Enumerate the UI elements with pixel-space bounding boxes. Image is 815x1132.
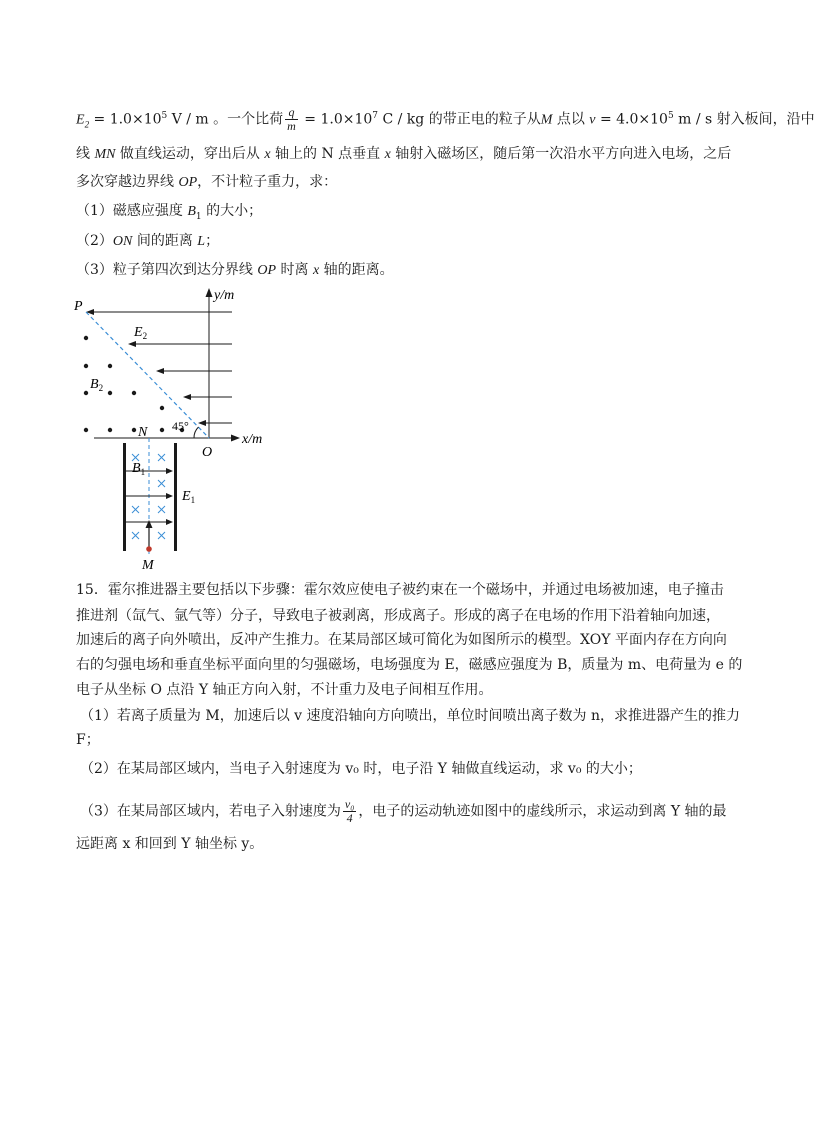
p15-question-2: （2）在某局部区域内，当电子入射速度为 v₀ 时，电子沿 Y 轴做直线运动，求 v₀ 的大小； (80, 761, 642, 777)
p14-question-3: （3）粒子第四次到达分界线 OP 时离 x 轴的距离。 (76, 262, 394, 278)
x-axis-arrow-icon (231, 435, 240, 442)
p15-question-3-line-2: 远距离 x 和回到 Y 轴坐标 y。 (76, 836, 264, 852)
symbol-e2: E (76, 112, 85, 128)
left-plate (123, 443, 126, 551)
label-b1: $B_1$ (132, 461, 146, 477)
p15-line-1: 15．霍尔推进器主要包括以下步骤：霍尔效应使电子被约束在一个磁场中，并通过电场被加速，电子撞击 (76, 582, 724, 598)
label-y-axis: y/m (214, 288, 235, 303)
label-n: N (138, 425, 148, 440)
field-diagram (72, 286, 292, 576)
p14-question-1: （1）磁感应强度 $B_1$ 的大小； (76, 203, 263, 222)
velocity-arrow-icon (146, 520, 153, 528)
label-x-axis: x/m (242, 432, 263, 447)
p15-question-3-line-1: （3）在某局部区域内，若电子入射速度为 $\frac{\text{v₀}}{4}$ ，电子的运动轨迹如图中的虚线所示，求运动到离 Y 轴的最 (80, 797, 727, 825)
right-plate (174, 443, 177, 551)
particle-dot (146, 546, 152, 552)
p14-line-1: $E_2 = 1.0\times 10^5$ V / m 。一个比荷 $\frac{q}{m}$ = $1.0\times 10^7$ C / kg 的带正电的粒子从M 点以 $v = 4.0\times 10^5$ m / s 射入板间，沿中 (76, 105, 815, 134)
label-m: M (142, 558, 154, 573)
angle-arc (194, 427, 199, 438)
charge-mass-fraction: $\frac{q}{m}$ (287, 105, 296, 134)
p14-line-2: 线 MN 做直线运动，穿出后从 x 轴上的 N 点垂直 x 轴射入磁场区，随后第一次沿水平方向进入电场，之后 (76, 146, 732, 162)
y-axis-arrow-icon (206, 288, 213, 297)
p15-line-3: 加速后的离子向外喷出，反冲产生推力。在某局部区域可简化为如图所示的模型。XOY 平面内存在方向向 (76, 632, 727, 648)
label-o: O (202, 445, 213, 460)
p15-question-1-line-2: F； (76, 732, 100, 748)
p14-question-2: （2）ON 间的距离 L； (76, 233, 220, 249)
p15-line-4: 右的匀强电场和垂直坐标平面向里的匀强磁场，电场强度为 E，磁感应强度为 B，质量为 m、电荷量为 e 的 (76, 657, 743, 673)
boundary-op (86, 312, 209, 438)
p15-question-1-line-1: （1）若离子质量为 M，加速后以 v 速度沿轴向方向喷出，单位时间喷出离子数为 n，求推进器产生的推力 (80, 708, 740, 724)
e2-field-lines (86, 309, 232, 426)
p14-line-3: 多次穿越边界线 OP，不计粒子重力，求： (76, 174, 338, 190)
v0-over-4-fraction: $\frac{\text{v₀}}{4}$ (344, 797, 355, 825)
p15-line-2: 推进剂（氙气、氩气等）分子，导致电子被剥离，形成离子。形成的离子在电场的作用下沿着轴向加速， (76, 608, 720, 624)
label-e2: $E_2$ (134, 325, 148, 341)
label-e1: $E_1$ (182, 489, 196, 505)
label-p: P (74, 299, 83, 314)
label-angle: 45° (172, 419, 189, 433)
p15-line-5: 电子从坐标 O 点沿 Y 轴正方向入射，不计重力及电子间相互作用。 (76, 682, 493, 698)
label-b2: $B_2$ (90, 377, 104, 393)
